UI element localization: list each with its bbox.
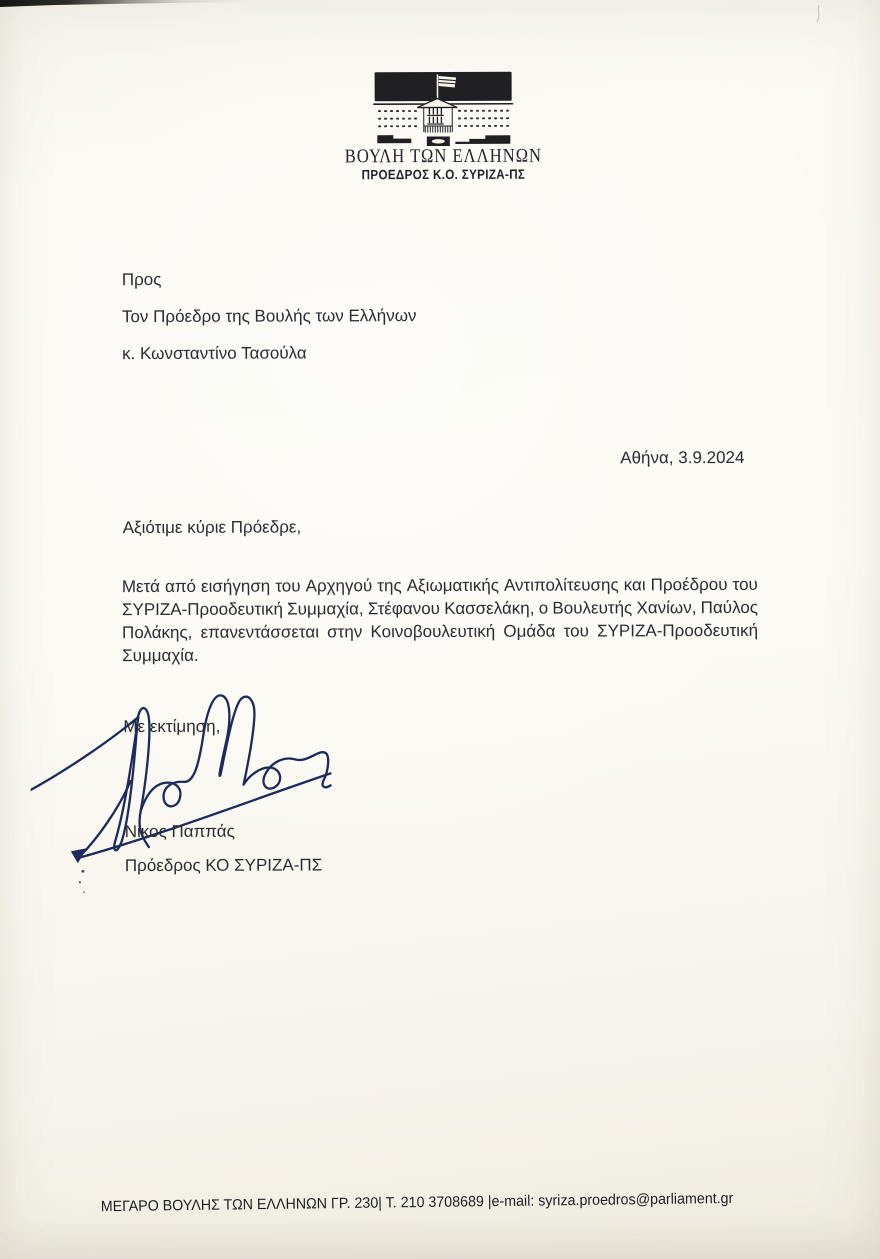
hellenic-parliament-building-icon (373, 69, 513, 148)
body-line: Πολάκης, επανεντάσσεται στην Κοινοβουλευτική Ομάδα του ΣΥΡΙΖΑ-Προοδευτική (122, 620, 759, 643)
footer-contact: ΜΕΓΑΡΟ ΒΟΥΛΗΣ ΤΩΝ ΕΛΛΗΝΩΝ ΓΡ. 230| Τ. 210 3708689 |e-mail: syriza.proedros@parliament.gr (100, 1189, 734, 1216)
office-title: ΠΡΟΕΔΡΟΣ Κ.Ο. ΣΥΡΙΖΑ-ΠΣ (361, 166, 526, 183)
date-line: Αθήνα, 3.9.2024 (620, 447, 745, 468)
recipient-line: κ. Κωνσταντίνο Τασούλα (122, 343, 307, 364)
recipient-line: Τον Πρόεδρο της Βουλής των Ελλήνων (121, 306, 417, 327)
recipient-line: Προς (121, 269, 162, 290)
closing-phrase: Με εκτίμηση, (123, 716, 221, 737)
body-last-line: Συμμαχία. (122, 645, 199, 666)
signer-name: Νίκος Παππάς (124, 821, 235, 842)
institution-title: ΒΟΥΛΗ ΤΩΝ ΕΛΛΗΝΩΝ (344, 145, 543, 168)
signer-title: Πρόεδρος ΚΟ ΣΥΡΙΖΑ-ΠΣ (124, 855, 323, 876)
body-line: ΣΥΡΙΖΑ-Προοδευτική Συμμαχία, Στέφανου Κασσελάκη, ο Βουλευτής Χανίων, Παύλος (121, 597, 758, 620)
salutation: Αξιότιμε κύριε Πρόεδρε, (122, 517, 302, 538)
body-line: Μετά από εισήγηση του Αρχηγού της Αξιωματικής Αντιπολίτευσης και Προέδρου του (121, 574, 758, 597)
